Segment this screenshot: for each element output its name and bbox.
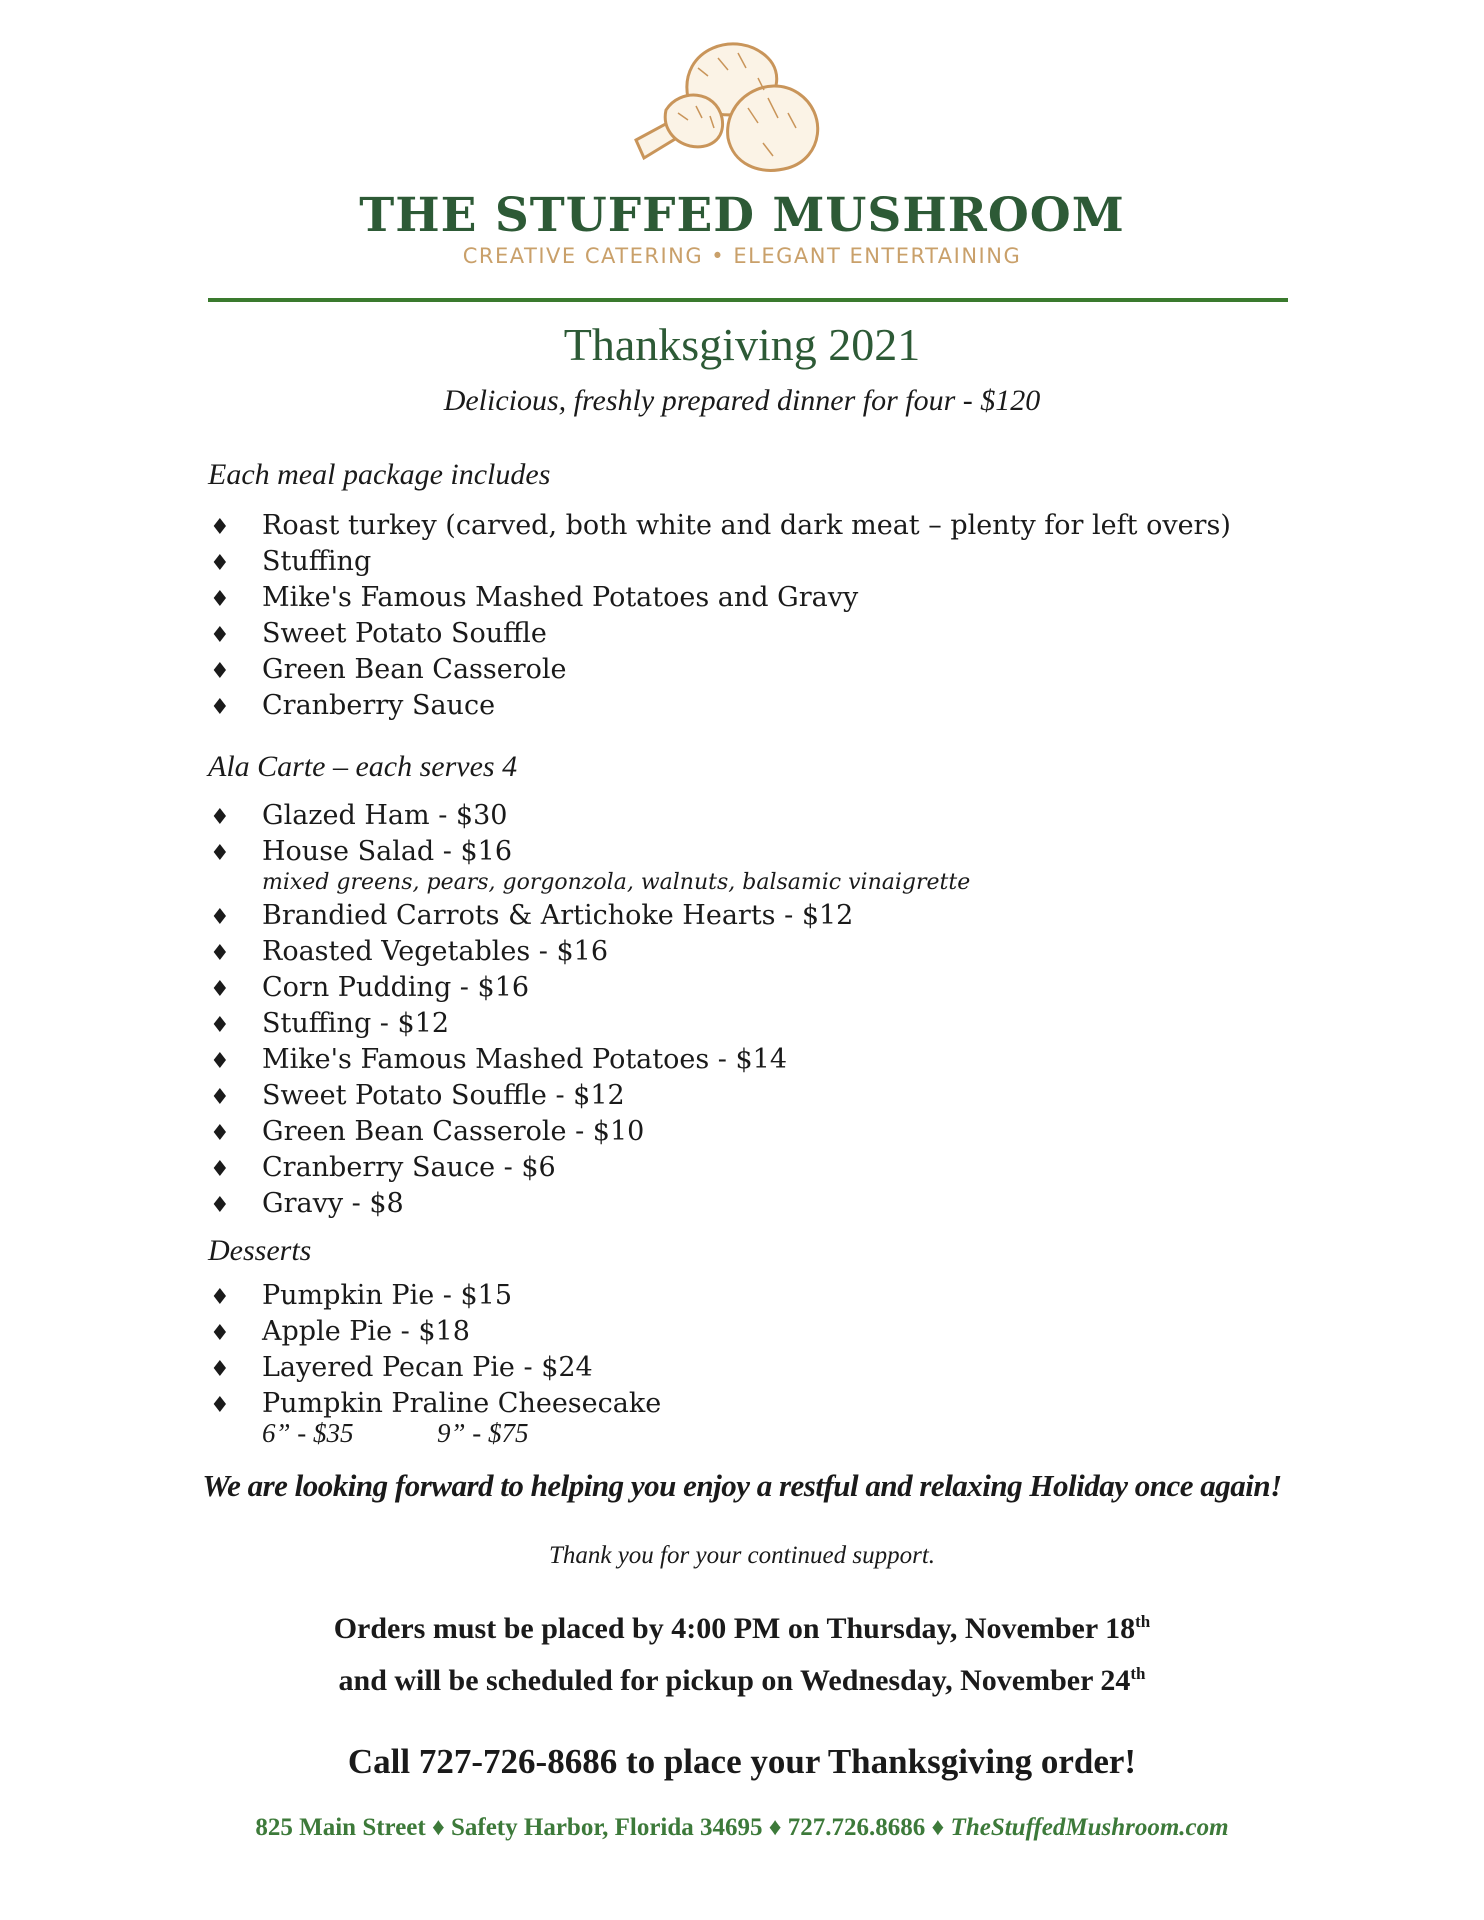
pickup-text: and will be scheduled for pickup on Wednesday, November 24 xyxy=(338,1664,1131,1697)
diamond-bullet-icon: ♦ xyxy=(210,805,230,830)
list-item-text: Mike's Famous Mashed Potatoes - $14 xyxy=(262,1044,788,1075)
list-item-text: Sweet Potato Souffle - $12 xyxy=(262,1080,625,1111)
list-item-text: Pumpkin Praline Cheesecake xyxy=(262,1388,662,1419)
list-item-text: Corn Pudding - $16 xyxy=(262,972,530,1003)
list-item xyxy=(210,1042,970,1078)
thanks-message: Thank you for your continued support. xyxy=(548,1542,936,1569)
diamond-bullet-icon: ♦ xyxy=(210,1357,230,1382)
diamond-bullet-icon: ♦ xyxy=(210,587,230,612)
list-item-text: Cranberry Sauce - $6 xyxy=(262,1152,556,1183)
salad-description: mixed greens, pears, gorgonzola, walnuts, balsamic vinaigrette xyxy=(262,870,971,895)
diamond-bullet-icon: ♦ xyxy=(210,1285,230,1310)
list-item xyxy=(210,1006,970,1042)
closing-message: We are looking forward to helping you enjoy a restful and relaxing Holiday once again! xyxy=(202,1468,1282,1503)
ordinal-suffix: th xyxy=(1130,1664,1146,1683)
diamond-bullet-icon: ♦ xyxy=(210,1121,230,1146)
list-item-text: Gravy - $8 xyxy=(262,1188,404,1219)
page-subtitle: Delicious, freshly prepared dinner for four - $120 xyxy=(443,384,1041,417)
alacarte-heading: Ala Carte – each serves 4 xyxy=(208,750,518,783)
list-item xyxy=(210,544,1231,580)
list-item-text: Layered Pecan Pie - $24 xyxy=(262,1352,593,1383)
list-item xyxy=(210,1186,970,1222)
diamond-bullet-icon: ♦ xyxy=(210,623,230,648)
diamond-bullet-icon: ♦ xyxy=(210,1085,230,1110)
order-deadline xyxy=(0,1612,1484,1646)
website-link[interactable]: TheStuffedMushroom.com xyxy=(950,1814,1229,1841)
list-item xyxy=(210,798,970,834)
list-item-text: House Salad - $16 xyxy=(262,836,513,867)
list-item-text: Stuffing - $12 xyxy=(262,1008,450,1039)
list-item-text: Mike's Famous Mashed Potatoes and Gravy xyxy=(262,582,859,613)
list-item xyxy=(210,1078,970,1114)
list-item xyxy=(210,1350,661,1386)
list-item-text: Glazed Ham - $30 xyxy=(262,800,508,831)
diamond-bullet-icon: ♦ xyxy=(210,941,230,966)
page-title: Thanksgiving 2021 xyxy=(563,319,921,370)
list-item xyxy=(210,508,1231,544)
list-item-text: Green Bean Casserole xyxy=(262,654,567,685)
diamond-bullet-icon: ♦ xyxy=(210,1193,230,1218)
diamond-bullet-icon: ♦ xyxy=(210,1157,230,1182)
list-item xyxy=(210,934,970,970)
list-item-text: Roasted Vegetables - $16 xyxy=(262,936,609,967)
list-item xyxy=(210,1314,661,1350)
list-item xyxy=(210,688,1231,724)
desserts-heading: Desserts xyxy=(208,1234,312,1267)
list-item xyxy=(210,580,1231,616)
diamond-bullet-icon: ♦ xyxy=(210,659,230,684)
ordinal-suffix: th xyxy=(1135,1612,1151,1631)
call-to-action: Call 727-726-8686 to place your Thanksgiving order! xyxy=(347,1742,1137,1781)
list-item-text: Apple Pie - $18 xyxy=(262,1316,470,1347)
footer-contact xyxy=(0,1814,1484,1842)
list-item xyxy=(210,1114,970,1150)
brand-name: THE STUFFED MUSHROOM xyxy=(359,188,1125,243)
list-item xyxy=(210,898,970,934)
list-item xyxy=(210,1386,661,1422)
diamond-bullet-icon: ♦ xyxy=(210,1013,230,1038)
list-item-text: Stuffing xyxy=(262,546,372,577)
footer-address: 825 Main Street ♦ Safety Harbor, Florida 34695 ♦ 727.726.8686 ♦ xyxy=(255,1814,951,1841)
list-item xyxy=(210,834,970,898)
list-item xyxy=(210,1150,970,1186)
list-item-text: Cranberry Sauce xyxy=(262,690,496,721)
pickup-date xyxy=(0,1664,1484,1698)
desserts-list xyxy=(210,1278,661,1422)
package-list xyxy=(210,508,1231,724)
alacarte-list xyxy=(210,798,970,1222)
diamond-bullet-icon: ♦ xyxy=(210,905,230,930)
list-item-text: Pumpkin Pie - $15 xyxy=(262,1280,513,1311)
list-item xyxy=(210,616,1231,652)
package-heading: Each meal package includes xyxy=(208,458,551,491)
list-item xyxy=(210,1278,661,1314)
list-item xyxy=(210,652,1231,688)
cheesecake-sizes xyxy=(262,1418,612,1449)
size-option: 9” - $75 xyxy=(437,1418,529,1448)
deadline-text: Orders must be placed by 4:00 PM on Thursday, November 18 xyxy=(333,1612,1136,1645)
diamond-bullet-icon: ♦ xyxy=(210,977,230,1002)
diamond-bullet-icon: ♦ xyxy=(210,1321,230,1346)
diamond-bullet-icon: ♦ xyxy=(210,841,230,866)
brand-tagline: CREATIVE CATERING • ELEGANT ENTERTAINING xyxy=(462,244,1022,268)
mushroom-logo-icon xyxy=(618,28,858,188)
diamond-bullet-icon: ♦ xyxy=(210,695,230,720)
list-item-text: Green Bean Casserole - $10 xyxy=(262,1116,645,1147)
diamond-bullet-icon: ♦ xyxy=(210,1049,230,1074)
size-option: 6” - $35 xyxy=(262,1418,354,1448)
list-item-text: Sweet Potato Souffle xyxy=(262,618,547,649)
diamond-bullet-icon: ♦ xyxy=(210,515,230,540)
list-item-text: Brandied Carrots & Artichoke Hearts - $12 xyxy=(262,900,854,931)
list-item-text: Roast turkey (carved, both white and dark meat – plenty for left overs) xyxy=(262,510,1231,541)
diamond-bullet-icon: ♦ xyxy=(210,551,230,576)
header-divider xyxy=(208,298,1288,302)
list-item xyxy=(210,970,970,1006)
diamond-bullet-icon: ♦ xyxy=(210,1393,230,1418)
